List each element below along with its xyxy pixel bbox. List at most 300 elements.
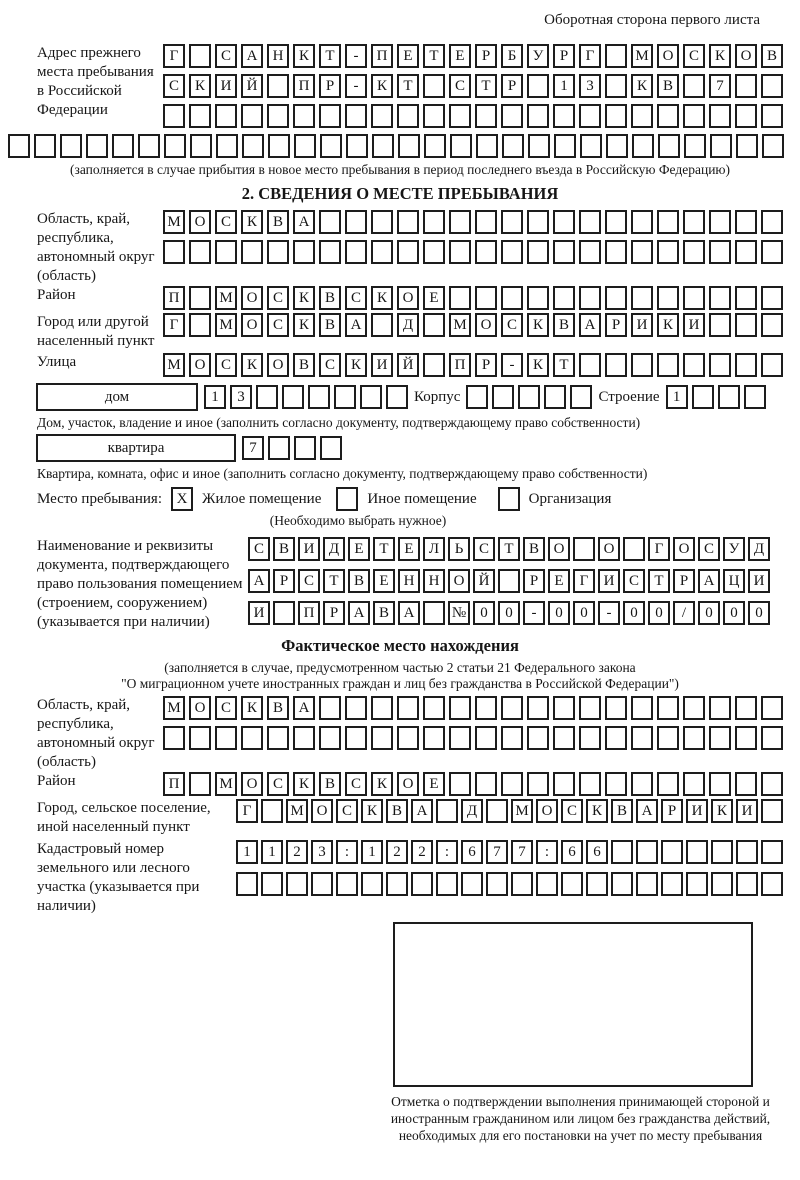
- char-box: [518, 385, 540, 409]
- char-box: [710, 134, 732, 158]
- char-box: [553, 240, 575, 264]
- char-box: [761, 74, 783, 98]
- char-box: [423, 313, 445, 337]
- char-box: 7: [486, 840, 508, 864]
- actual-region-rows: [163, 696, 783, 750]
- char-box: [527, 104, 549, 128]
- char-box: [319, 240, 341, 264]
- char-box: Р: [475, 353, 497, 377]
- stamp-caption: Отметка о подтверждении выполнения принимающей стороной и иностранным гражданином или лицом без гражданства действий, необходимых для его постановки на учет по месту пребывания: [390, 1094, 771, 1143]
- actual-location-note-2: "О миграционном учете иностранных граждан и лиц без гражданства в Российской Федерации"): [121, 676, 679, 691]
- char-box: [241, 240, 263, 264]
- char-box: И: [736, 799, 758, 823]
- korpus-cells: [466, 385, 592, 409]
- char-box: [450, 134, 472, 158]
- char-box: [423, 104, 445, 128]
- char-box: [661, 872, 683, 896]
- char-box: [319, 696, 341, 720]
- stroenie-label: Строение: [598, 388, 660, 405]
- char-box: [586, 872, 608, 896]
- char-box: С: [345, 772, 367, 796]
- char-box: -: [523, 601, 545, 625]
- char-box: [501, 210, 523, 234]
- char-box: [371, 210, 393, 234]
- char-box: [423, 210, 445, 234]
- char-box: О: [548, 537, 570, 561]
- char-box: [683, 240, 705, 264]
- house-number-cells: [204, 385, 408, 409]
- char-box: А: [348, 601, 370, 625]
- char-box: Г: [579, 44, 601, 68]
- char-box: К: [241, 353, 263, 377]
- char-box: [683, 210, 705, 234]
- house-block: [36, 383, 792, 411]
- char-box: [711, 840, 733, 864]
- char-box: И: [248, 601, 270, 625]
- checkbox-organization: [498, 487, 520, 511]
- char-box: [736, 840, 758, 864]
- char-box: У: [723, 537, 745, 561]
- char-box: [561, 872, 583, 896]
- stroenie-cells: [666, 385, 766, 409]
- char-box: [692, 385, 714, 409]
- char-box: К: [371, 74, 393, 98]
- char-box: К: [293, 286, 315, 310]
- char-box: [372, 134, 394, 158]
- char-box: [267, 104, 289, 128]
- region-label: Область, край, республика, автономный округ (область): [37, 211, 155, 284]
- char-box: [112, 134, 134, 158]
- char-box: [735, 286, 757, 310]
- char-box: [579, 696, 601, 720]
- char-box: [657, 353, 679, 377]
- char-box: Ц: [723, 569, 745, 593]
- char-box: :: [336, 840, 358, 864]
- char-box: [449, 104, 471, 128]
- char-box: [498, 569, 520, 593]
- char-box: 2: [286, 840, 308, 864]
- option-other-premises-label: Иное помещение: [367, 490, 477, 507]
- char-box: [261, 872, 283, 896]
- char-box: С: [215, 696, 237, 720]
- char-box: Н: [423, 569, 445, 593]
- char-box: [709, 353, 731, 377]
- char-box: [256, 385, 278, 409]
- char-box: В: [293, 353, 315, 377]
- char-box: [684, 134, 706, 158]
- char-box: [709, 240, 731, 264]
- actual-region-row-2: [163, 726, 783, 750]
- char-box: Т: [648, 569, 670, 593]
- char-box: И: [631, 313, 653, 337]
- checkbox-other-premises: [336, 487, 358, 511]
- char-box: А: [411, 799, 433, 823]
- char-box: Ь: [448, 537, 470, 561]
- char-box: [686, 840, 708, 864]
- char-box: 0: [623, 601, 645, 625]
- char-box: [371, 240, 393, 264]
- char-box: [34, 134, 56, 158]
- char-box: С: [267, 313, 289, 337]
- char-box: Р: [661, 799, 683, 823]
- char-box: -: [345, 44, 367, 68]
- char-box: [736, 134, 758, 158]
- place-type-note: (Необходимо выбрать нужное): [269, 513, 447, 528]
- city-block: [8, 313, 792, 351]
- char-box: К: [293, 772, 315, 796]
- char-box: [241, 726, 263, 750]
- char-box: А: [698, 569, 720, 593]
- char-box: [371, 726, 393, 750]
- char-box: С: [501, 313, 523, 337]
- char-box: Т: [319, 44, 341, 68]
- char-box: [423, 601, 445, 625]
- char-box: [8, 134, 30, 158]
- char-box: [397, 696, 419, 720]
- char-box: Т: [323, 569, 345, 593]
- char-box: 0: [498, 601, 520, 625]
- char-box: [189, 104, 211, 128]
- char-box: 6: [586, 840, 608, 864]
- char-box: [605, 286, 627, 310]
- apartment-cells: [242, 436, 342, 460]
- char-box: П: [293, 74, 315, 98]
- prev-address-row-3: [163, 104, 783, 128]
- district-block: [8, 286, 792, 310]
- char-box: С: [561, 799, 583, 823]
- cadastre-row-2: [236, 872, 783, 896]
- char-box: [661, 840, 683, 864]
- char-box: [501, 772, 523, 796]
- char-box: [761, 104, 783, 128]
- char-box: Д: [461, 799, 483, 823]
- char-box: Р: [273, 569, 295, 593]
- char-box: Т: [397, 74, 419, 98]
- char-box: [579, 104, 601, 128]
- char-box: В: [761, 44, 783, 68]
- char-box: [423, 74, 445, 98]
- char-box: [345, 210, 367, 234]
- char-box: Е: [423, 772, 445, 796]
- char-box: С: [248, 537, 270, 561]
- cadastre-block: [8, 840, 792, 916]
- char-box: [189, 772, 211, 796]
- char-box: Й: [473, 569, 495, 593]
- char-box: [293, 240, 315, 264]
- char-box: [631, 696, 653, 720]
- char-box: [735, 772, 757, 796]
- char-box: [308, 385, 330, 409]
- char-box: [475, 240, 497, 264]
- char-box: [761, 353, 783, 377]
- char-box: Е: [398, 537, 420, 561]
- char-box: [423, 696, 445, 720]
- char-box: [449, 696, 471, 720]
- document-row-2: [248, 569, 770, 593]
- char-box: С: [345, 286, 367, 310]
- char-box: 3: [230, 385, 252, 409]
- korpus-label: Корпус: [414, 388, 461, 405]
- region-block: [8, 210, 792, 286]
- char-box: Г: [163, 313, 185, 337]
- actual-city-label: Город, сельское поселение, иной населенный пункт: [37, 800, 211, 835]
- char-box: О: [397, 286, 419, 310]
- char-box: О: [189, 696, 211, 720]
- char-box: [436, 799, 458, 823]
- char-box: Р: [501, 74, 523, 98]
- char-box: А: [293, 696, 315, 720]
- char-box: Р: [523, 569, 545, 593]
- char-box: [686, 872, 708, 896]
- char-box: П: [163, 772, 185, 796]
- char-box: [475, 210, 497, 234]
- char-box: 3: [579, 74, 601, 98]
- char-box: [501, 696, 523, 720]
- char-box: [320, 134, 342, 158]
- char-box: С: [267, 772, 289, 796]
- char-box: М: [163, 210, 185, 234]
- char-box: [553, 210, 575, 234]
- char-box: А: [293, 210, 315, 234]
- char-box: [501, 726, 523, 750]
- char-box: [397, 240, 419, 264]
- char-box: [605, 696, 627, 720]
- char-box: Р: [553, 44, 575, 68]
- char-box: О: [448, 569, 470, 593]
- char-box: Д: [397, 313, 419, 337]
- char-box: [536, 872, 558, 896]
- char-box: [735, 353, 757, 377]
- char-box: [631, 772, 653, 796]
- char-box: В: [553, 313, 575, 337]
- char-box: О: [598, 537, 620, 561]
- char-box: [570, 385, 592, 409]
- char-box: [466, 385, 488, 409]
- char-box: [475, 104, 497, 128]
- city-label: Город или другой населенный пункт: [37, 314, 155, 349]
- char-box: :: [436, 840, 458, 864]
- char-box: [761, 240, 783, 264]
- char-box: Е: [423, 286, 445, 310]
- char-box: Р: [319, 74, 341, 98]
- char-box: [163, 726, 185, 750]
- char-box: Е: [348, 537, 370, 561]
- char-box: [261, 799, 283, 823]
- char-box: [423, 240, 445, 264]
- char-box: [761, 210, 783, 234]
- char-box: [268, 134, 290, 158]
- char-box: -: [501, 353, 523, 377]
- char-box: [657, 696, 679, 720]
- char-box: [501, 104, 523, 128]
- char-box: [527, 772, 549, 796]
- char-box: А: [579, 313, 601, 337]
- char-box: М: [215, 772, 237, 796]
- char-box: [397, 210, 419, 234]
- char-box: А: [241, 44, 263, 68]
- char-box: [761, 872, 783, 896]
- char-box: [657, 286, 679, 310]
- char-box: К: [527, 313, 549, 337]
- apartment-note: Квартира, комната, офис и иное (заполнить согласно документу, подтверждающему право собственности): [37, 466, 648, 481]
- char-box: [579, 772, 601, 796]
- cadastre-label: Кадастровый номер земельного или лесного участка (указывается при наличии): [37, 841, 200, 914]
- char-box: [657, 726, 679, 750]
- char-box: [579, 286, 601, 310]
- char-box: [163, 104, 185, 128]
- char-box: 3: [311, 840, 333, 864]
- char-box: В: [319, 286, 341, 310]
- document-rows: [248, 537, 770, 625]
- char-box: [761, 696, 783, 720]
- char-box: Р: [475, 44, 497, 68]
- stamp-box: [393, 922, 753, 1087]
- char-box: [605, 74, 627, 98]
- char-box: И: [686, 799, 708, 823]
- checkbox-residential: X: [171, 487, 193, 511]
- char-box: [241, 104, 263, 128]
- char-box: О: [241, 772, 263, 796]
- char-box: [424, 134, 446, 158]
- char-box: М: [215, 286, 237, 310]
- char-box: Л: [423, 537, 445, 561]
- char-box: А: [248, 569, 270, 593]
- char-box: Г: [573, 569, 595, 593]
- char-box: №: [448, 601, 470, 625]
- char-box: С: [319, 353, 341, 377]
- char-box: М: [163, 353, 185, 377]
- char-box: [527, 726, 549, 750]
- char-box: Е: [397, 44, 419, 68]
- char-box: [553, 286, 575, 310]
- char-box: [636, 872, 658, 896]
- char-box: [579, 210, 601, 234]
- option-residential-label: Жилое помещение: [202, 490, 322, 507]
- actual-region-label: Область, край, республика, автономный округ (область): [37, 697, 155, 770]
- char-box: 1: [361, 840, 383, 864]
- char-box: [553, 696, 575, 720]
- char-box: А: [345, 313, 367, 337]
- char-box: [449, 726, 471, 750]
- char-box: С: [215, 44, 237, 68]
- cadastre-row-1: [236, 840, 783, 864]
- char-box: [311, 872, 333, 896]
- char-box: М: [511, 799, 533, 823]
- char-box: Т: [553, 353, 575, 377]
- char-box: 0: [548, 601, 570, 625]
- char-box: 7: [709, 74, 731, 98]
- char-box: [554, 134, 576, 158]
- char-box: И: [215, 74, 237, 98]
- actual-location-title: Фактическое место нахождения: [281, 636, 519, 655]
- char-box: [282, 385, 304, 409]
- char-box: И: [748, 569, 770, 593]
- char-box: [273, 601, 295, 625]
- char-box: [397, 104, 419, 128]
- char-box: В: [373, 601, 395, 625]
- char-box: /: [673, 601, 695, 625]
- actual-city-row: [236, 799, 783, 823]
- char-box: [762, 134, 784, 158]
- city-row: [163, 313, 783, 337]
- char-box: В: [348, 569, 370, 593]
- char-box: [636, 840, 658, 864]
- char-box: С: [267, 286, 289, 310]
- char-box: 7: [242, 436, 264, 460]
- char-box: [709, 772, 731, 796]
- char-box: [623, 537, 645, 561]
- char-box: К: [586, 799, 608, 823]
- street-label: Улица: [37, 354, 77, 370]
- char-box: К: [711, 799, 733, 823]
- char-box: К: [345, 353, 367, 377]
- char-box: И: [683, 313, 705, 337]
- char-box: Н: [398, 569, 420, 593]
- char-box: [709, 726, 731, 750]
- char-box: [632, 134, 654, 158]
- char-box: С: [163, 74, 185, 98]
- char-box: [476, 134, 498, 158]
- char-box: 0: [698, 601, 720, 625]
- char-box: 0: [723, 601, 745, 625]
- char-box: [319, 104, 341, 128]
- char-box: [215, 240, 237, 264]
- char-box: [709, 210, 731, 234]
- apartment-widebox: квартира: [36, 434, 236, 462]
- apartment-block: [36, 434, 792, 462]
- char-box: О: [189, 353, 211, 377]
- char-box: [735, 210, 757, 234]
- char-box: [553, 104, 575, 128]
- char-box: [397, 726, 419, 750]
- char-box: [580, 134, 602, 158]
- char-box: А: [636, 799, 658, 823]
- char-box: [267, 74, 289, 98]
- char-box: [683, 286, 705, 310]
- char-box: [189, 286, 211, 310]
- char-box: [475, 286, 497, 310]
- char-box: 2: [411, 840, 433, 864]
- char-box: С: [698, 537, 720, 561]
- char-box: -: [598, 601, 620, 625]
- char-box: :: [536, 840, 558, 864]
- prev-address-row-1: [163, 44, 783, 68]
- prev-address-note: (заполняется в случае прибытия в новое место пребывания в период последнего въезда в Российскую Федерацию): [69, 162, 731, 177]
- char-box: [436, 872, 458, 896]
- char-box: [320, 436, 342, 460]
- char-box: [761, 772, 783, 796]
- char-box: [371, 104, 393, 128]
- char-box: О: [657, 44, 679, 68]
- char-box: О: [241, 313, 263, 337]
- char-box: [527, 286, 549, 310]
- char-box: Р: [605, 313, 627, 337]
- char-box: К: [371, 772, 393, 796]
- page-corner-title: Оборотная сторона первого листа: [544, 12, 760, 28]
- char-box: [735, 726, 757, 750]
- char-box: В: [386, 799, 408, 823]
- char-box: [579, 353, 601, 377]
- char-box: [449, 772, 471, 796]
- char-box: К: [371, 286, 393, 310]
- char-box: [475, 772, 497, 796]
- document-row-1: [248, 537, 770, 561]
- char-box: В: [657, 74, 679, 98]
- char-box: [605, 772, 627, 796]
- char-box: Б: [501, 44, 523, 68]
- char-box: [657, 240, 679, 264]
- char-box: [761, 286, 783, 310]
